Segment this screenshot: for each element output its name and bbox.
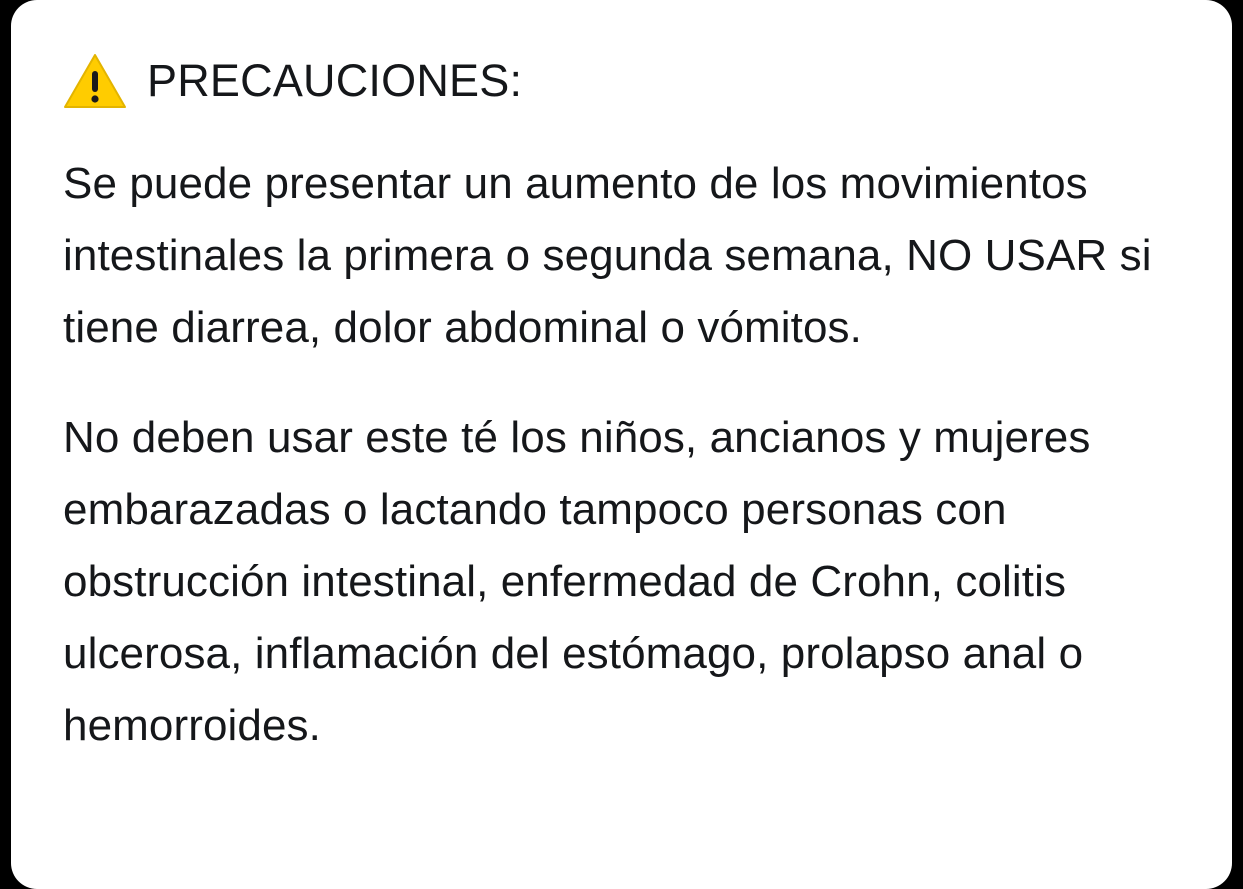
precautions-heading (63, 52, 1180, 110)
warning-triangle-icon (63, 52, 127, 110)
precautions-paragraph-2: No deben usar este té los niños, ancianos y mujeres embarazadas o lactando tampoco personas con obstrucción intestinal, enfermedad de Crohn, colitis ulcerosa, inflamación del estómago, prolapso anal o hemorroides. (63, 413, 1091, 750)
precautions-title: PRECAUCIONES: (147, 55, 523, 107)
precautions-card (11, 0, 1232, 889)
precautions-paragraph-1: Se puede presentar un aumento de los movimientos intestinales la primera o segunda semana, NO USAR si tiene diarrea, dolor abdominal o vómitos. (63, 159, 1152, 352)
